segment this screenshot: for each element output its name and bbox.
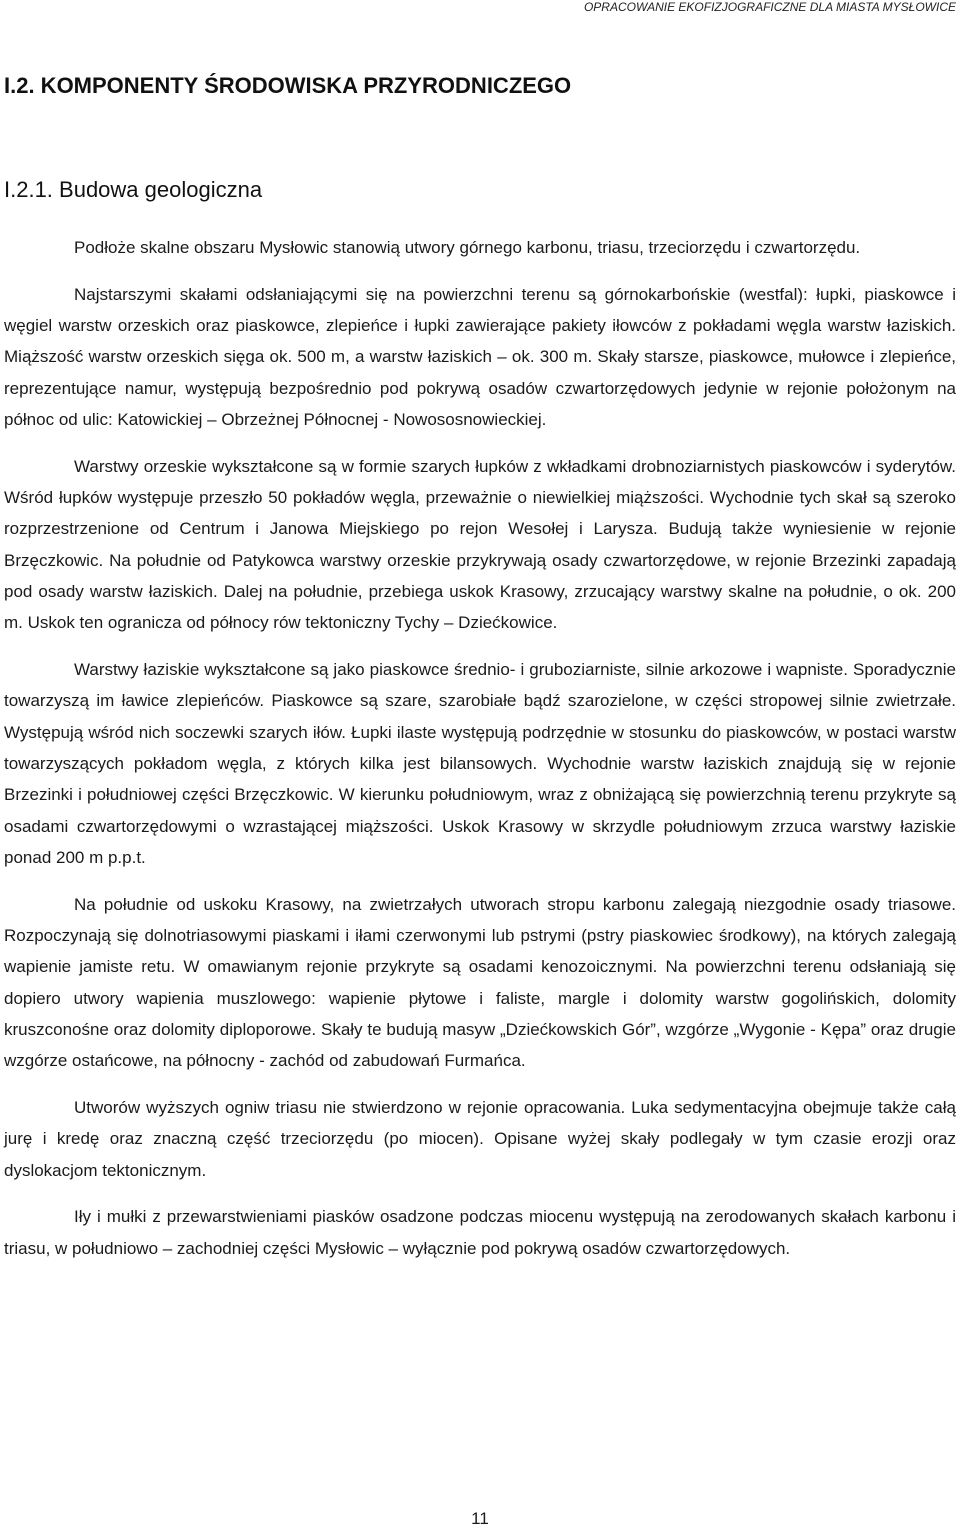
paragraph-miocene: Iły i mułki z przewarstwieniami piasków osadzone podczas miocenu występują na zerodowanych skałach karbonu i triasu, w południowo – zachodniej części Mysłowic – wyłącznie pod pokrywą osadów czwartorzędowych.: [4, 1207, 956, 1258]
paragraph-orzeskie-layers: Warstwy orzeskie wykształcone są w formie szarych łupków z wkładkami drobnoziarnistych piaskowców i syderytów. Wśród łupków występuje przeszło 50 pokładów węgla, przeważnie o niewielkiej miąższości. Wychodnie tych skał są szeroko rozprzestrzenione od Centrum i Janowa Miejskiego po rejon Wesołej i Larysza. Budują także wyniesienie w rejonie Brzęczkowic. Na południe od Patykowca warstwy orzeskie przykrywają osady czwartorzędowe, w rejonie Brzezinki zapadają pod osady warstw łaziskich. Dalej na południe, przebiega uskok Krasowy, zrzucający warstwy skalne na południe, o ok. 200 m. Uskok ten ogranicza od północy rów tektoniczny Tychy – Dziećkowice.: [4, 456, 956, 633]
paragraph-sedimentary-gap: Utworów wyższych ogniw triasu nie stwierdzono w rejonie opracowania. Luka sedymentacyjna obejmuje także całą jurę i kredę oraz znaczną część trzeciorzędu (po miocen). Opisane wyżej skały podlegały w tym czasie erozji oraz dyslokacjom tektonicznym.: [4, 1097, 956, 1180]
page-number: 11: [471, 1509, 489, 1528]
body-text: [4, 232, 956, 1279]
section-title: I.2. KOMPONENTY ŚRODOWISKA PRZYRODNICZEGO: [4, 73, 572, 98]
paragraph-substrate: Podłoże skalne obszaru Mysłowic stanowią utwory górnego karbonu, triasu, trzeciorzędu i czwartorzędu.: [74, 238, 861, 257]
paragraph-carboniferous: Najstarszymi skałami odsłaniającymi się na powierzchni terenu są górnokarbońskie (westfal): łupki, piaskowce i węgiel warstw orzeskich oraz piaskowce, zlepieńce i łupki zawierające pakiety iłowców z pokładami węgla warstw łaziskich. Miąższość warstw orzeskich sięga ok. 500 m, a warstw łaziskich – ok. 300 m. Skały starsze, piaskowce, mułowce i zlepieńce, reprezentujące namur, występują bezpośrednio pod pokrywą osadów czwartorzędowych jedynie w rejonie położonym na północ od ulic: Katowickiej – Obrzeżnej Północnej - Nowososnowieckiej.: [4, 284, 956, 429]
running-header: OPRACOWANIE EKOFIZJOGRAFICZNE DLA MIASTA MYSŁOWICE: [583, 0, 956, 14]
paragraph-laziskie-layers: Warstwy łaziskie wykształcone są jako piaskowce średnio- i gruboziarniste, silnie arkozowe i wapniste. Sporadycznie towarzyszą im ławice zlepieńców. Piaskowce są szare, szarobiałe bądź szarozielone, w części stropowej silnie zwietrzałe. Występują wśród nich soczewki szarych iłów. Łupki ilaste występują podrzędnie w stosunku do piaskowców, w postaci warstw towarzyszących pokładom węgla, z których kilka jest bilansowych. Wychodnie warstw łaziskich znajdują się w rejonie Brzezinki i południowej części Brzęczkowic. W kierunku południowym, wraz z obniżającą się powierzchnią terenu przykryte są osadami czwartorzędowymi o wzrastającej miąższości. Uskok Krasowy w skrzydle południowym zrzuca warstwy łaziskie ponad 200 m p.p.t.: [4, 660, 956, 867]
paragraph-triassic: Na południe od uskoku Krasowy, na zwietrzałych utworach stropu karbonu zalegają niezgodnie osady triasowe. Rozpoczynają się dolnotriasowymi piaskami i iłami czerwonymi lub pstrymi (pstry piaskowiec środkowy), na których zalegają wapienie jamiste retu. W omawianym rejonie przykryte są osadami kenozoicznymi. Na powierzchni terenu odsłaniają się dopiero utwory wapienia muszlowego: wapienie płytowe i faliste, margle i dolomity warstw gogolińskich, dolomity kruszconośne oraz dolomity diploporowe. Skały te budują masyw „Dziećkowskich Gór”, wzgórze „Wygonie - Kępa” oraz drugie wzgórze ostańcowe, na północny - zachód od zabudowań Furmańca.: [4, 894, 956, 1071]
subsection-title: I.2.1. Budowa geologiczna: [4, 177, 263, 202]
